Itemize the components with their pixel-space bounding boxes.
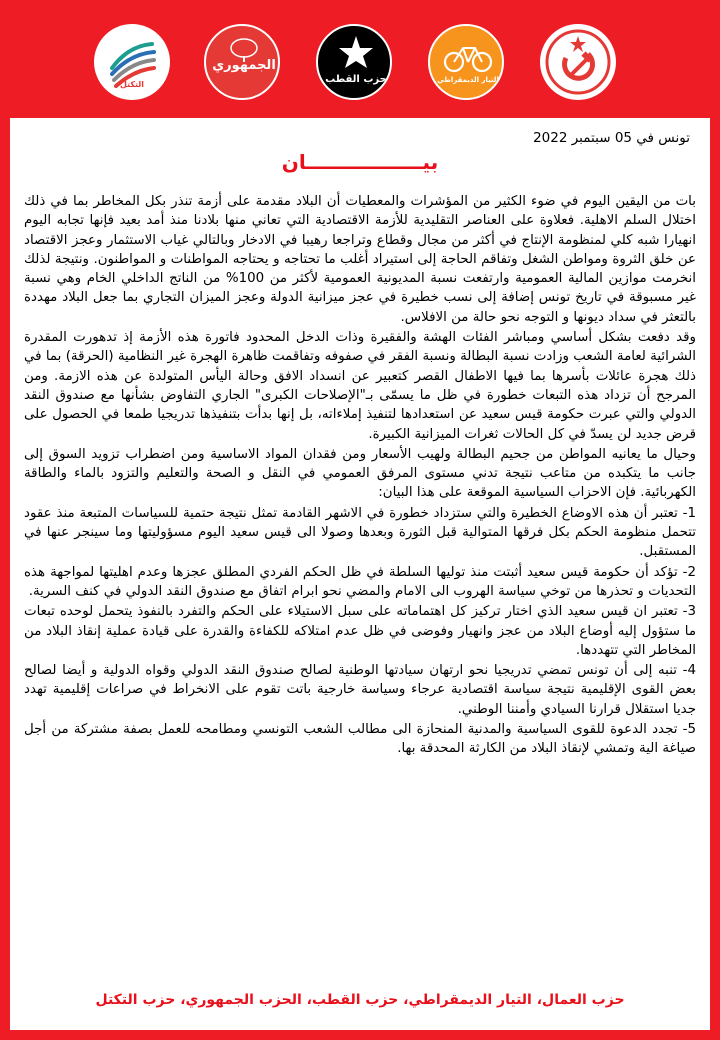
- bicycle-icon: [430, 26, 504, 100]
- paragraph: 5- تجدد الدعوة للقوى السياسية والمدنية المنحازة الى مطالب الشعب التونسي ومطامحه للعمل بصفة مشتركة من أجل صياغة الية وتمشي لإنقاذ البلاد من الكارثة المحدقة بها.: [24, 722, 696, 757]
- statement-title: بيـــــــــــــــــان: [281, 150, 439, 174]
- tayyar-logo: [428, 24, 504, 100]
- qotb-logo-text: حزب القطب: [325, 74, 387, 85]
- joumhouri-logo-text: الجمهوري: [212, 58, 276, 73]
- paragraph: 4- تنبه إلى أن تونس تمضي تدريجيا نحو ارتهان سيادتها الوطنية لصالح صندوق النقد الدولي وقواه الدولية و أيضا لصالح بعض القوى الإقليمية نتيجة سياسة اقتصادية عرجاء وسياسة خارجية باتت تقوم على الانخراط في صراعات إقليمية تهدد جديا استقلال قرارنا السيادي وأمننا الوطني.: [24, 663, 696, 717]
- statement-date: تونس في 05 سبتمبر 2022: [533, 130, 690, 146]
- tayyar-logo-text: التيار الديمقراطي: [437, 76, 499, 84]
- statement-paper: [10, 118, 710, 1030]
- paragraph: وقد دفعت بشكل أساسي ومباشر الفئات الهشة والفقيرة وذات الدخل المحدود فاتورة هذه الأزمة إذ تدهورت المقدرة الشرائية لعامة الشعب وزادت نسبة البطالة ونسبة الفقر في صفوفه وتفاقمت ظاهرة الهجرة غير النظامية (الحرقة) بما في ذلك هجرة عائلات بأسرها بما فيها الاطفال القصر كتعبير عن انسداد الافق وحالة اليأس المتولدة عن هذه الازمة. ومن المرجح أن تزداد هذه التبعات خطورة في ظل ما يسمّى بـ"الإصلاحات الكبرى" الجاري التفاوض بشأنها مع صندوق النقد الدولي والتي عبرت حكومة قيس سعيد عن استعدادها لتنفيذ إملاءاته، بل إنها بدأت بتنفيذها تدريجيا طمعا في الحصول على قرض جديد لن يسدّ في كل الحالات ثغرات الميزانية الكبيرة.: [24, 330, 696, 442]
- paragraph: 3- تعتبر ان قيس سعيد الذي اختار تركيز كل اهتماماته على سبل الاستيلاء على الحكم والتفرد بالنفوذ يتحمل لوحده تبعات ما ستؤول إليه أوضاع البلاد من عجز وانهيار وفوضى في ظل عدم امتلاكه للكفاءة والقدرة على قيادة عملية إنقاذ البلاد من المخاطر التي تتهددها.: [24, 604, 696, 658]
- qotb-logo: [316, 24, 392, 100]
- paragraph: 1- تعتبر أن هذه الاوضاع الخطيرة والتي ستزداد خطورة في الاشهر القادمة تمثل نتيجة حتمية للسياسات المتبعة منذ عقود تتحمل منظومة الحكم بكل فرقها المتوالية قبل الثورة وبعدها وصولا الى قيس سعيد اليوم مسؤوليتها وما سينجر عنها في المستقبل.: [24, 505, 696, 560]
- joumhouri-logo: [204, 24, 280, 100]
- statement-body: [24, 192, 696, 760]
- ommal-logo: [540, 24, 616, 100]
- paragraph: 2- تؤكد أن حكومة قيس سعيد أثبتت منذ توليها السلطة في ظل الحكم الفردي المطلق عجزها وعدم اهليتها لمواجهة هذه التحديات و تحذرها من توخي سياسة الهروب الى الامام والمضي نحو ابرام اتفاق مع صندوق النقد الدولي في كنف السرية.: [24, 564, 696, 599]
- hammer-sickle-icon: [540, 24, 616, 100]
- star-icon: [318, 26, 392, 100]
- paragraph: بات من اليقين اليوم في ضوء الكثير من المؤشرات والمعطيات أن البلاد مقدمة على أزمة تنذر بكل المخاطر بما في ذلك اختلال السلم الاهلية. فعلاوة على العناصر التقليدية للأزمة الاقتصادية التي تعاني منها بلادنا منذ أمد بعيد فإنها تجابه اليوم انهيارا شبه كلي لمنظومة الإنتاج في أكثر من مجال وقطاع وتراجعا رهيبا في الادخار وبالتالي غياب الاستثمار وعجز الاقتصاد عن خلق الثروة ومواطن الشغل وتفاقم الحاجة إلى استيراد أغلب ما تحتاجه و يحتاجه المواطنات و المواطنون. ونتيجة لذلك انخرمت موازين المالية العمومية وارتفعت نسبة المديونية العمومية لأكثر من 100% من الناتج الداخلي الخام وهي نسبة غير مسبوقة في تاريخ تونس إضافة إلى نسب خطيرة في عجز ميزانية الدولة وعجز الميزان التجاري بما جعل البلاد مهددة بالتعثر في سداد ديونها و التوجه نحو حالة من الافلاس.: [24, 194, 696, 325]
- paragraph: وحيال ما يعانيه المواطن من جحيم البطالة ولهيب الأسعار ومن فقدان المواد الاساسية ومن اضطراب تزويد السوق إلى جانب ما يتكبده من متاعب نتيجة تدني مستوى المرفق العمومي في النقل و الصحة والتعليم والتزود بالماء والطاقة الكهربائية. فإن الاحزاب السياسية الموقعة على هذا البيان:: [24, 446, 696, 501]
- signatories: حزب العمال، التيار الديمقراطي، حزب القطب، الحزب الجمهوري، حزب التكتل: [95, 992, 625, 1008]
- party-logos-header: [0, 0, 720, 118]
- takattol-logo-text: التكتل: [119, 80, 145, 89]
- takattol-logo: [94, 24, 170, 100]
